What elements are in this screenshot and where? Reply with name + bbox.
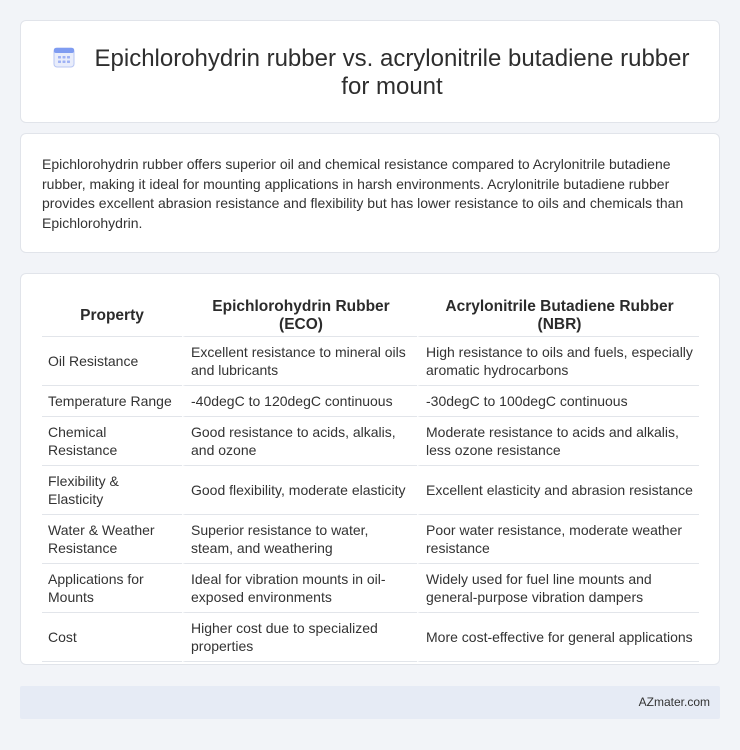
comparison-table	[42, 294, 699, 662]
table-row	[42, 386, 699, 417]
row-nbr: More cost-effective for general applications	[417, 613, 699, 662]
row-eco: Superior resistance to water, steam, and weathering	[182, 515, 417, 564]
row-nbr: Widely used for fuel line mounts and general-purpose vibration dampers	[417, 564, 699, 613]
row-property: Water & Weather Resistance	[42, 515, 182, 564]
header-nbr: Acrylonitrile Butadiene Rubber (NBR)	[417, 294, 699, 337]
row-nbr: -30degC to 100degC continuous	[417, 386, 699, 417]
page-title: Epichlorohydrin rubber vs. acrylonitrile butadiene rubber for mount	[94, 45, 690, 100]
row-eco: Good flexibility, moderate elasticity	[182, 466, 417, 515]
summary-card	[20, 133, 720, 253]
row-eco: Ideal for vibration mounts in oil-exposed environments	[182, 564, 417, 613]
row-nbr: Moderate resistance to acids and alkalis, less ozone resistance	[417, 417, 699, 466]
table-row	[42, 466, 699, 515]
row-eco: Higher cost due to specialized properties	[182, 613, 417, 662]
table-row	[42, 564, 699, 613]
title-card	[20, 20, 720, 123]
row-property: Applications for Mounts	[42, 564, 182, 613]
row-eco: -40degC to 120degC continuous	[182, 386, 417, 417]
row-nbr: Excellent elasticity and abrasion resistance	[417, 466, 699, 515]
row-nbr: High resistance to oils and fuels, especially aromatic hydrocarbons	[417, 337, 699, 386]
row-nbr: Poor water resistance, moderate weather resistance	[417, 515, 699, 564]
row-property: Chemical Resistance	[42, 417, 182, 466]
row-property: Temperature Range	[42, 386, 182, 417]
footer-bar	[20, 686, 720, 719]
table-row	[42, 515, 699, 564]
row-property: Cost	[42, 613, 182, 662]
table-row	[42, 417, 699, 466]
table-row	[42, 613, 699, 662]
footer-brand-link[interactable]: AZmater.com	[638, 695, 710, 709]
row-eco: Good resistance to acids, alkalis, and ozone	[182, 417, 417, 466]
header-property: Property	[42, 294, 182, 337]
comparison-table-card	[20, 273, 720, 665]
row-property: Oil Resistance	[42, 337, 182, 386]
header-eco: Epichlorohydrin Rubber (ECO)	[182, 294, 417, 337]
row-eco: Excellent resistance to mineral oils and lubricants	[182, 337, 417, 386]
table-row	[42, 337, 699, 386]
table-header-row	[42, 294, 699, 337]
summary-text: Epichlorohydrin rubber offers superior oil and chemical resistance compared to Acrylonitrile butadiene rubber, making it ideal for mounting applications in harsh environments. Acrylonitrile butadiene rubber provides excellent abrasion resistance and flexibility but has lower resistance to oils and chemicals than Epichlorohydrin.	[42, 156, 684, 231]
row-property: Flexibility & Elasticity	[42, 466, 182, 515]
